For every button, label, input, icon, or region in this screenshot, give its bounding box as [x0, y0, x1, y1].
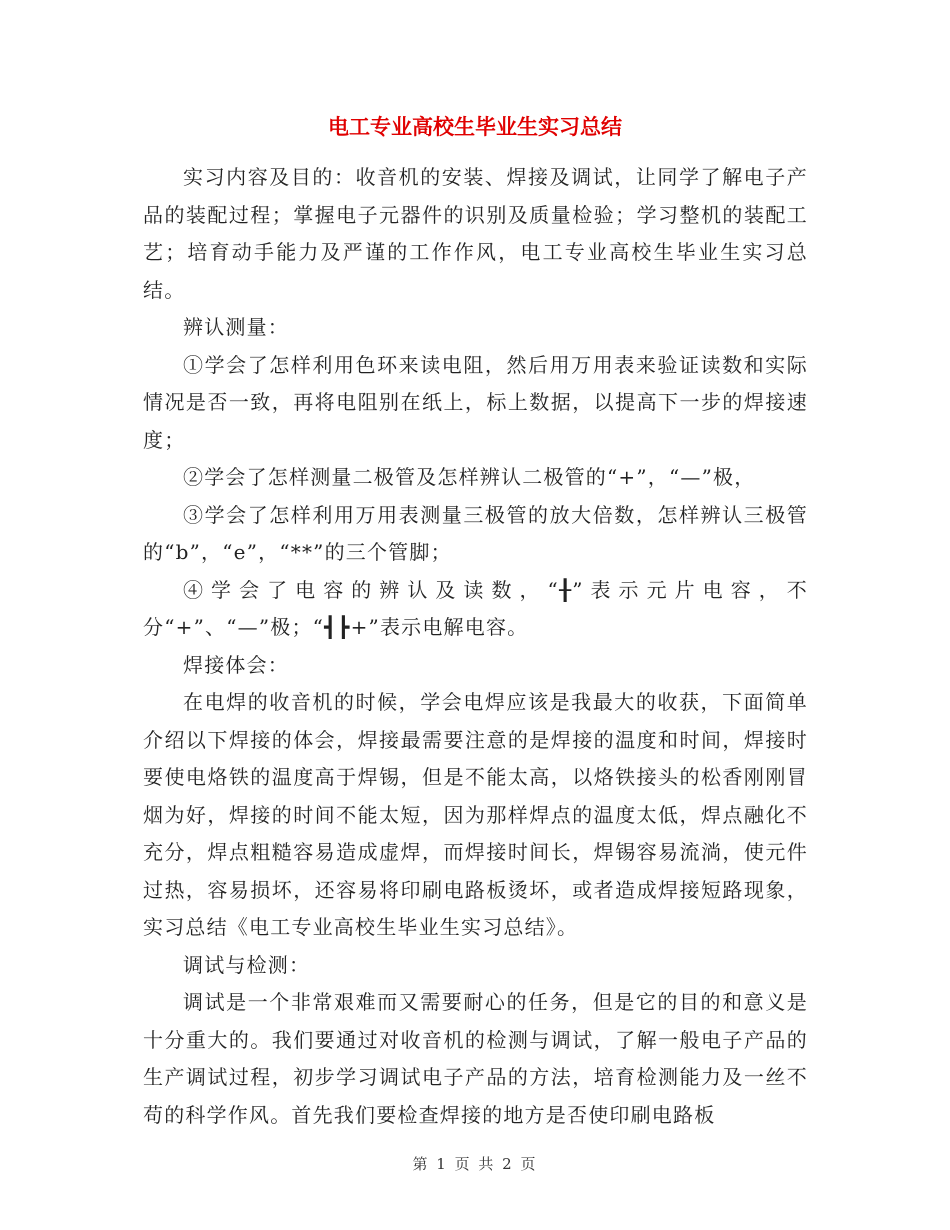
paragraph-item-3: ③学会了怎样利用万用表测量三极管的放大倍数，怎样辨认三极管的“b”，“e”，“**”的三个管脚；: [143, 502, 808, 564]
paragraph-item-1: ①学会了怎样利用色环来读电阻，然后用万用表来验证读数和实际情况是否一致，再将电阻别在纸上，标上数据，以提高下一步的焊接速度；: [143, 352, 808, 452]
paragraph-purpose: 实习内容及目的：收音机的安装、焊接及调试，让同学了解电子产品的装配过程；掌握电子元器件的识别及质量检验；学习整机的装配工艺；培育动手能力及严谨的工作作风，电工专业高校生毕业生实习总结。: [143, 165, 808, 302]
paragraph-item-2: ②学会了怎样测量二极管及怎样辨认二极管的“+”，“—”极，: [183, 465, 756, 489]
document-body: [143, 159, 808, 1134]
document-title: 电工专业高校生毕业生实习总结: [328, 114, 622, 139]
paragraph-heading-debugging: 调试与检测：: [183, 952, 311, 977]
page-footer: 第 1 页 共 2 页: [412, 1155, 538, 1173]
paragraph-heading-identification: 辨认测量：: [183, 315, 289, 339]
paragraph-welding: 在电焊的收音机的时候，学会电焊应该是我最大的收获，下面简单介绍以下焊接的体会，焊接最需要注意的是焊接的温度和时间，焊接时要使电烙铁的温度高于焊锡，但是不能太高，以烙铁接头的松香刚刚冒烟为好，焊接的时间不能太短，因为那样焊点的温度太低，焊点融化不充分，焊点粗糙容易造成虚焊，而焊接时间长，焊锡容易流淌，使元件过热，容易损坏，还容易将印刷电路板烫坏，或者造成焊接短路现象，实习总结《电工专业高校生毕业生实习总结》。: [143, 690, 808, 939]
paragraph-item-4: ④学会了电容的辨认及读数，“╂”表示元片电容，不分“+”、“—”极；“┫┣+”表示电解电容。: [143, 577, 808, 639]
paragraph-debugging: 调试是一个非常艰难而又需要耐心的任务，但是它的目的和意义是十分重大的。我们要通过对收音机的检测与调试，了解一般电子产品的生产调试过程，初步学习调试电子产品的方法，培育检测能力及一丝不苟的科学作风。首先我们要检查焊接的地方是否使印刷电路板: [143, 990, 808, 1127]
paragraph-heading-welding: 焊接体会：: [183, 652, 289, 677]
